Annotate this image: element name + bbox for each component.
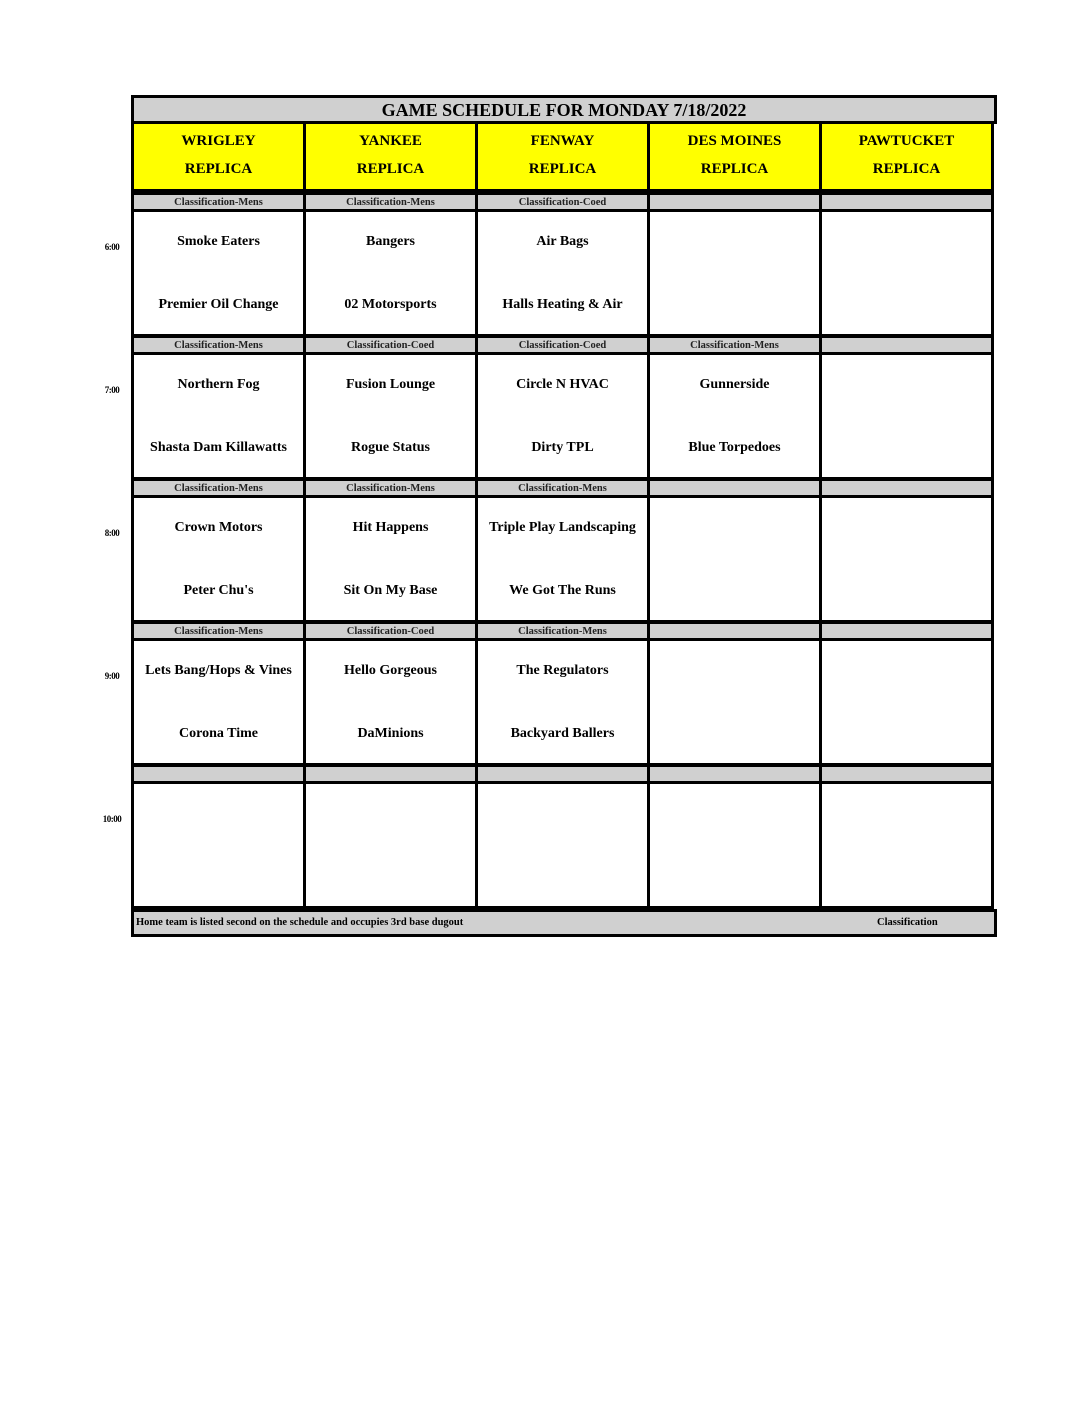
classification-label: Classification-Coed: [303, 621, 478, 641]
home-team: Dirty TPL: [531, 440, 594, 455]
game-cell: [303, 638, 478, 766]
classification-label: Classification-Mens: [131, 192, 306, 212]
game-cell: [819, 495, 994, 623]
away-team: The Regulators: [516, 663, 609, 678]
game-cell: [131, 495, 306, 623]
classification-label: Classification-Mens: [131, 621, 306, 641]
game-cell: [475, 495, 650, 623]
classification-label: Classification-Coed: [303, 335, 478, 355]
field-name: FENWAY: [530, 133, 595, 149]
classification-label: Classification-Mens: [475, 478, 650, 498]
field-subtitle: REPLICA: [528, 161, 597, 177]
away-team: Circle N HVAC: [516, 377, 609, 392]
field-subtitle: REPLICA: [872, 161, 941, 177]
home-team: Corona Time: [179, 726, 258, 741]
field-name: PAWTUCKET: [858, 133, 955, 149]
home-team: Rogue Status: [351, 440, 430, 455]
home-team: Backyard Ballers: [510, 726, 615, 741]
game-cell: [303, 209, 478, 337]
field-header: [131, 121, 306, 192]
away-team: Bangers: [366, 234, 415, 249]
field-name: WRIGLEY: [181, 133, 256, 149]
game-cell: [303, 352, 478, 480]
game-cell: [475, 352, 650, 480]
game-cell: [131, 781, 306, 909]
home-team: Blue Torpedoes: [688, 440, 781, 455]
game-cell: [647, 781, 822, 909]
classification-label: Classification-Coed: [475, 335, 650, 355]
footer-note: Home team is listed second on the schedule and occupies 3rd base dugout: [136, 917, 464, 928]
time-label: 6:00: [104, 242, 120, 252]
game-cell: [475, 638, 650, 766]
footer-bar: [131, 909, 997, 937]
home-team: Peter Chu's: [183, 583, 254, 598]
away-team: Lets Bang/Hops & Vines: [145, 663, 292, 678]
footer-classification: Classification: [877, 917, 938, 928]
field-header: [303, 121, 478, 192]
field-subtitle: REPLICA: [184, 161, 253, 177]
classification-label: Classification-Mens: [303, 478, 478, 498]
away-team: Hello Gorgeous: [344, 663, 437, 678]
game-cell: [131, 352, 306, 480]
game-cell: [131, 638, 306, 766]
schedule-table: [131, 95, 997, 937]
away-team: Gunnerside: [699, 377, 770, 392]
away-team: Fusion Lounge: [345, 377, 436, 392]
game-cell: [647, 638, 822, 766]
field-subtitle: REPLICA: [700, 161, 769, 177]
classification-label: Classification-Mens: [303, 192, 478, 212]
classification-label: Classification-Mens: [131, 478, 306, 498]
time-label: 10:00: [102, 814, 122, 824]
away-team: Smoke Eaters: [177, 234, 260, 249]
game-cell: [647, 352, 822, 480]
home-team: Shasta Dam Killawatts: [150, 440, 287, 455]
game-cell: [819, 352, 994, 480]
classification-label: Classification-Mens: [475, 621, 650, 641]
game-cell: [819, 209, 994, 337]
time-label: 8:00: [104, 528, 120, 538]
away-team: Northern Fog: [177, 377, 260, 392]
home-team: Premier Oil Change: [158, 297, 279, 312]
game-cell: [475, 209, 650, 337]
game-cell: [819, 638, 994, 766]
home-team: 02 Motorsports: [344, 297, 437, 312]
classification-label: Classification-Coed: [475, 192, 650, 212]
game-cell: [647, 209, 822, 337]
game-cell: [131, 209, 306, 337]
home-team: Halls Heating & Air: [502, 297, 623, 312]
home-team: We Got The Runs: [509, 583, 616, 598]
game-cell: [819, 781, 994, 909]
classification-label: Classification-Mens: [647, 335, 822, 355]
away-team: Hit Happens: [352, 520, 429, 535]
game-cell: [303, 781, 478, 909]
away-team: Triple Play Landscaping: [489, 520, 636, 535]
field-header: [819, 121, 994, 192]
page-title: GAME SCHEDULE FOR MONDAY 7/18/2022: [131, 95, 997, 124]
game-cell: [303, 495, 478, 623]
home-team: DaMinions: [357, 726, 424, 741]
field-header: [647, 121, 822, 192]
game-cell: [475, 781, 650, 909]
game-cell: [647, 495, 822, 623]
away-team: Crown Motors: [174, 520, 263, 535]
field-name: YANKEE: [359, 133, 422, 149]
away-team: Air Bags: [536, 234, 589, 249]
field-header: [475, 121, 650, 192]
home-team: Sit On My Base: [343, 583, 438, 598]
time-label: 9:00: [104, 671, 120, 681]
field-name: DES MOINES: [687, 133, 782, 149]
time-label: 7:00: [104, 385, 120, 395]
classification-label: Classification-Mens: [131, 335, 306, 355]
field-subtitle: REPLICA: [356, 161, 425, 177]
